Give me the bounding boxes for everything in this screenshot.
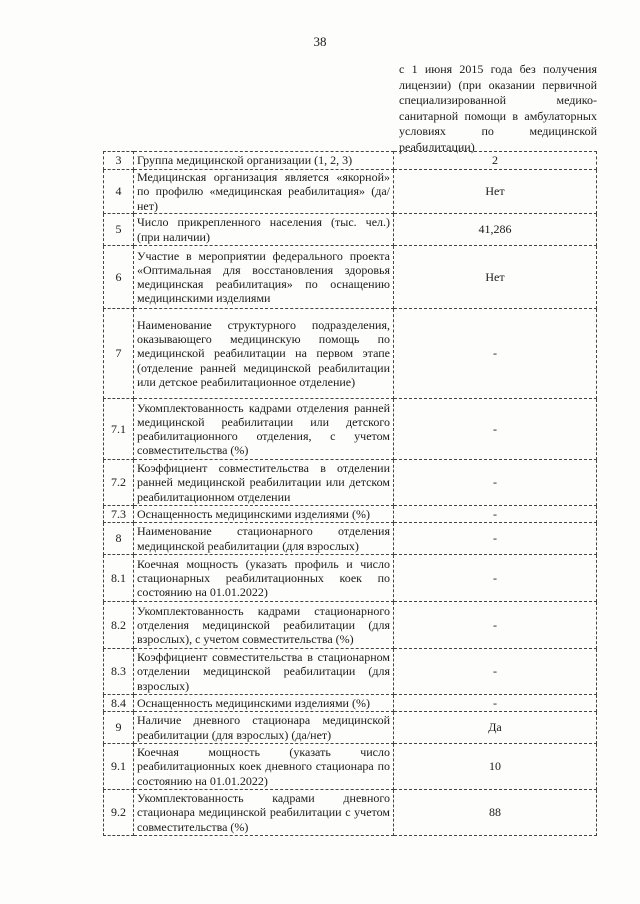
row-description: Число прикрепленного населения (тыс. чел.) (при наличии) xyxy=(134,214,394,246)
row-description: Коэффициент совместительства в отделении ранней медицинской реабилитации или детском реабилитационном отделении xyxy=(134,460,394,506)
row-description: Коэффициент совместительства в стационарном отделении медицинской реабилитации (для взрослых) xyxy=(134,649,394,695)
row-number: 9.2 xyxy=(104,790,134,836)
table-row xyxy=(104,152,597,170)
row-value: - xyxy=(394,460,597,506)
table-row xyxy=(104,649,597,695)
row-value: - xyxy=(394,309,597,399)
row-value: - xyxy=(394,602,597,649)
table-row xyxy=(104,214,597,246)
row-number: 8 xyxy=(104,523,134,555)
row-number: 7 xyxy=(104,309,134,399)
row-number: 4 xyxy=(104,170,134,214)
row-number: 7.3 xyxy=(104,506,134,523)
row-value: 41,286 xyxy=(394,214,597,246)
row-number: 5 xyxy=(104,214,134,246)
row-description: Наименование стационарного отделения медицинской реабилитации (для взрослых) xyxy=(134,523,394,555)
table-row xyxy=(104,695,597,712)
table-row xyxy=(104,523,597,555)
row-description: Наименование структурного подразделения, оказывающего медицинскую помощь по медицинской реабилитации на первом этапе (отделение ранней медицинской реабилитации или детское реабилитационное отделение) xyxy=(134,309,394,399)
row-description: Коечная мощность (указать профиль и число стационарных реабилитационных коек по состоянию на 01.01.2022) xyxy=(134,555,394,602)
row-value: - xyxy=(394,399,597,460)
table-row xyxy=(104,399,597,460)
row-value: Да xyxy=(394,712,597,744)
row-number: 8.4 xyxy=(104,695,134,712)
row-description: Медицинская организация является «якорной» по профилю «медицинская реабилитация» (да/нет) xyxy=(134,170,394,214)
row-description: Наличие дневного стационара медицинской реабилитации (для взрослых) (да/нет) xyxy=(134,712,394,744)
row-description: Укомплектованность кадрами дневного стационара медицинской реабилитации с учетом совместительства (%) xyxy=(134,790,394,836)
row-number: 6 xyxy=(104,246,134,309)
table-row xyxy=(104,460,597,506)
row-number: 3 xyxy=(104,152,134,170)
row-value: - xyxy=(394,555,597,602)
row-number: 7.1 xyxy=(104,399,134,460)
row-number: 8.1 xyxy=(104,555,134,602)
row-value: - xyxy=(394,649,597,695)
row-description: Оснащенность медицинскими изделиями (%) xyxy=(134,695,394,712)
header-note: с 1 июня 2015 года без получения лицензии) (при оказании первичной специализированной медико-санитарной помощи в амбулаторных условиях по медицинской реабилитации) xyxy=(399,62,597,154)
table-row xyxy=(104,555,597,602)
row-description: Укомплектованность кадрами стационарного отделения медицинской реабилитации (для взрослых), с учетом совместительства (%) xyxy=(134,602,394,649)
row-value: - xyxy=(394,523,597,555)
row-number: 9.1 xyxy=(104,744,134,790)
row-description: Коечная мощность (указать число реабилитационных коек дневного стационара по состоянию на 01.01.2022) xyxy=(134,744,394,790)
row-number: 7.2 xyxy=(104,460,134,506)
table-row xyxy=(104,602,597,649)
row-value: 88 xyxy=(394,790,597,836)
row-value: Нет xyxy=(394,246,597,309)
table-row xyxy=(104,744,597,790)
row-value: Нет xyxy=(394,170,597,214)
table-row xyxy=(104,506,597,523)
row-value: 2 xyxy=(394,152,597,170)
row-description: Оснащенность медицинскими изделиями (%) xyxy=(134,506,394,523)
row-description: Укомплектованность кадрами отделения ранней медицинской реабилитации или детского реабилитационного отделения, с учетом совместительства (%) xyxy=(134,399,394,460)
table-row xyxy=(104,309,597,399)
row-value: 10 xyxy=(394,744,597,790)
table-row xyxy=(104,712,597,744)
row-number: 8.3 xyxy=(104,649,134,695)
table-row xyxy=(104,246,597,309)
row-number: 8.2 xyxy=(104,602,134,649)
rehabilitation-data-table xyxy=(103,151,597,836)
table-row xyxy=(104,790,597,836)
page-number: 38 xyxy=(313,34,327,49)
row-description: Группа медицинской организации (1, 2, 3) xyxy=(134,152,394,170)
table-row xyxy=(104,170,597,214)
row-value: - xyxy=(394,695,597,712)
row-value: - xyxy=(394,506,597,523)
row-description: Участие в мероприятии федерального проекта «Оптимальная для восстановления здоровья медицинская реабилитация» по оснащению медицинскими изделиями xyxy=(134,246,394,309)
row-number: 9 xyxy=(104,712,134,744)
